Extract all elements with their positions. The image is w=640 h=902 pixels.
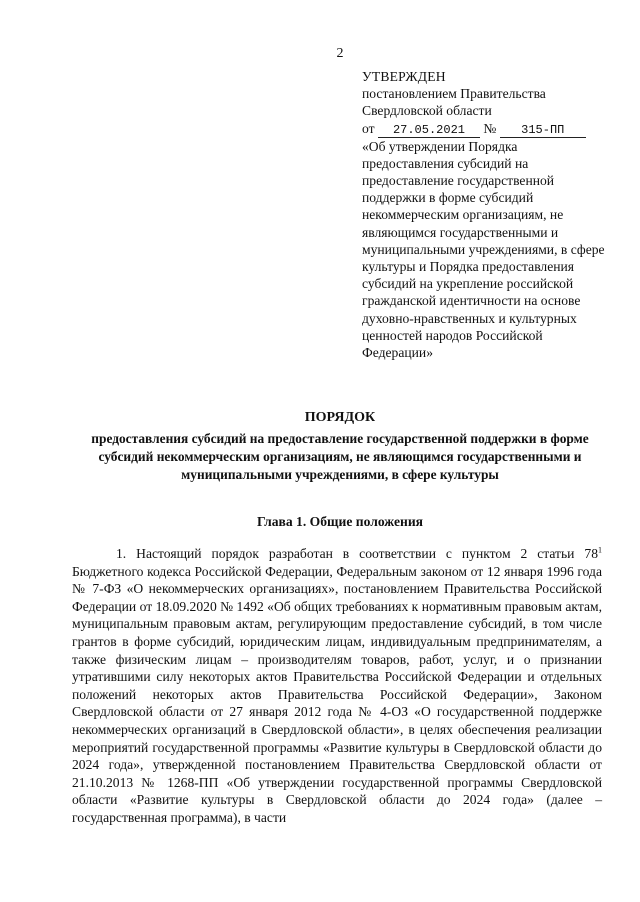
body-text [72,545,602,827]
article-superscript: 1 [598,545,602,555]
paragraph-1 [72,545,602,827]
page-number: 2 [336,46,344,61]
approval-line-1: постановлением Правительства [362,86,546,102]
approval-date-line [362,120,612,138]
approval-title: «Об утверждении Порядка предоставления субсидий на предоставление государственной поддержки в форме субсидий некоммерческим организациям, не являющимся государственными и муниципальными учреждениями, в сфере культуры и Порядка предоставления субсидий на укрепление российской гражданской идентичности на основе духовно-нравственных и культурных ценностей народов Российской Федерации» [362,138,605,361]
chapter-title: Глава 1. Общие положения [256,514,424,529]
number-prefix: № [483,120,497,136]
approval-date-field: 27.05.2021 [378,124,480,138]
approval-heading: УТВЕРЖДЕН [362,69,446,84]
approval-block [362,68,612,361]
date-prefix: от [362,120,375,136]
document-title: ПОРЯДОК [304,410,376,425]
paragraph-1-start: 1. Настоящий порядок разработан в соответствии с пунктом 2 статьи 78 [116,546,598,561]
approval-line-2: Свердловской области [362,103,492,119]
paragraph-1-rest: Бюджетного кодекса Российской Федерации, Федеральным законом от 12 января 1996 года № 7-ФЗ «О некоммерческих организациях», постановлением Правительства Российской Федерации от 18.09.2020 № 1492 «Об общих требованиях к нормативным правовым актам, муниципальным правовым актам, регулирующим предоставление субсидий, в том числе грантов в форме субсидий, юридическим лицам, индивидуальным предпринимателям, а также физическим лицам – производителям товаров, работ, услуг, и о признании утратившими силу некоторых актов Правительства Российской Федерации и отдельных положений некоторых актов Правительства Российской Федерации», Законом Свердловской области от 27 января 2012 года № 4-ОЗ «О государственной поддержке некоммерческих организаций в Свердловской области», в целях обеспечения реализации мероприятий государственной программы «Развитие культуры в Свердловской области до 2024 года», утвержденной постановлением Правительства Свердловской области от 21.10.2013 № 1268-ПП «Об утверждении государственной программы Свердловской области «Развитие культуры в Свердловской области до 2024 года» (далее – государственная программа), в части [72,563,602,825]
approval-number-field: 315-ПП [500,124,586,138]
document-subtitle: предоставления субсидий на предоставление государственной поддержки в форме субсидий некоммерческим организациям, не являющимся государственными и муниципальными учреждениями, в сфере культуры [91,431,589,482]
